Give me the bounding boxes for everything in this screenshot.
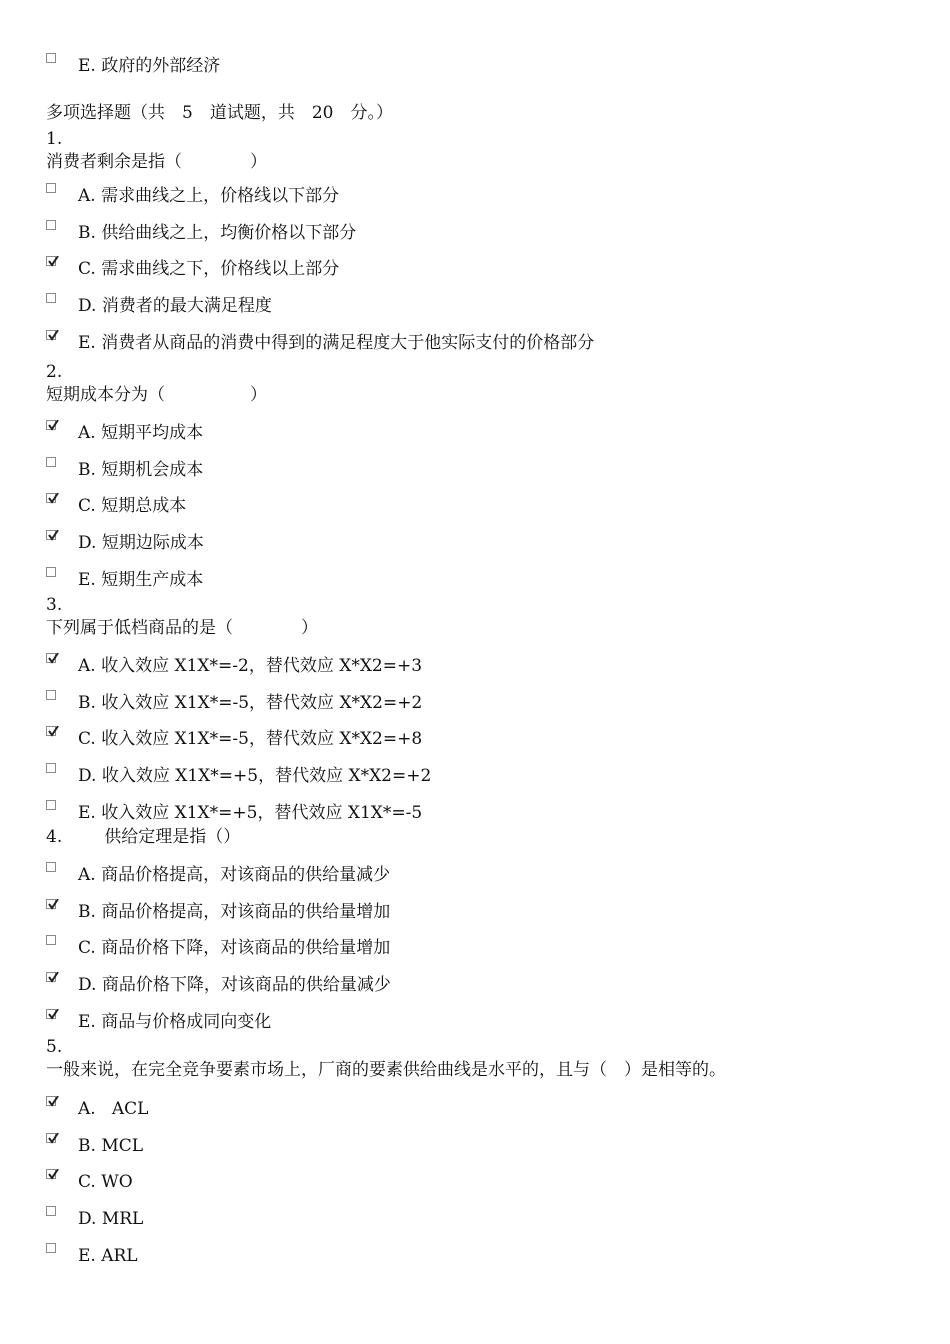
checkbox[interactable] xyxy=(46,530,56,540)
option-letter: A. xyxy=(78,656,96,676)
question-number: 5. xyxy=(46,1037,63,1057)
checkbox[interactable] xyxy=(46,1206,56,1216)
checkbox[interactable] xyxy=(46,935,56,945)
option-letter: B. xyxy=(78,1135,96,1156)
option-text: 收入效应 X1X*=-5，替代效应 X*X2=+8 xyxy=(101,729,423,750)
option-text: 商品价格提高，对该商品的供给量增加 xyxy=(101,901,391,922)
option-text: 需求曲线之上，价格线以下部分 xyxy=(101,186,340,206)
section-title: 多项选择题（共 5 道试题，共 20 分。） xyxy=(46,103,393,123)
checkbox[interactable] xyxy=(46,493,56,503)
checkbox[interactable] xyxy=(46,1169,56,1179)
checkbox[interactable] xyxy=(46,763,56,773)
checkbox[interactable] xyxy=(46,220,56,230)
checkbox[interactable] xyxy=(46,1096,56,1106)
checkbox[interactable] xyxy=(46,1009,56,1019)
checkbox[interactable] xyxy=(46,899,56,909)
option-text: 消费者从商品的消费中得到的满足程度大于他实际支付的价格部分 xyxy=(101,332,595,353)
option-letter: D. xyxy=(78,1209,97,1230)
question-stem: 消费者剩余是指（ ） xyxy=(46,152,267,172)
option-text: 短期总成本 xyxy=(101,496,187,517)
option-text: 收入效应 X1X*=-2，替代效应 X*X2=+3 xyxy=(101,656,423,676)
option-text: ARL xyxy=(101,1245,138,1266)
option-text: 商品价格下降，对该商品的供给量增加 xyxy=(101,938,391,959)
checkbox[interactable] xyxy=(46,1133,56,1143)
option-letter: B. xyxy=(78,901,96,922)
option-text: 短期平均成本 xyxy=(101,423,204,443)
checkbox[interactable] xyxy=(46,862,56,872)
question-stem: 一般来说，在完全竞争要素市场上，厂商的要素供给曲线是水平的，且与（ ）是相等的。 xyxy=(46,1060,726,1080)
question-number: 1. xyxy=(46,129,63,149)
option-letter: C. xyxy=(78,729,96,750)
option-letter: B. xyxy=(78,459,96,480)
checkbox[interactable] xyxy=(46,183,56,193)
option-letter: D. xyxy=(78,296,97,317)
checkbox[interactable] xyxy=(46,256,56,266)
option-text: 商品价格下降，对该商品的供给量减少 xyxy=(101,975,391,996)
option-text: 短期机会成本 xyxy=(101,459,204,480)
checkbox[interactable] xyxy=(46,420,56,430)
option-text: 收入效应 X1X*=-5，替代效应 X*X2=+2 xyxy=(101,692,423,713)
option-text: 收入效应 X1X*=+5，替代效应 X*X2=+2 xyxy=(101,766,432,787)
checkbox[interactable] xyxy=(46,330,56,340)
question-stem: 短期成本分为（ ） xyxy=(46,385,267,405)
option-text: 商品与价格成同向变化 xyxy=(101,1011,272,1032)
option-text: 收入效应 X1X*=+5，替代效应 X1X*=-5 xyxy=(101,802,423,823)
option-text: 需求曲线之下，价格线以上部分 xyxy=(101,259,340,280)
option-text: 政府的外部经济 xyxy=(101,56,221,76)
option-text: 消费者的最大满足程度 xyxy=(101,296,272,317)
question-stem: 供给定理是指（） xyxy=(104,827,241,847)
option-letter: D. xyxy=(78,975,97,996)
checkbox[interactable] xyxy=(46,726,56,736)
option-letter: E. xyxy=(78,332,96,353)
question-number: 2. xyxy=(46,362,63,382)
checkbox[interactable] xyxy=(46,690,56,700)
option-letter: E. xyxy=(78,1011,96,1032)
option-letter: B. xyxy=(78,222,96,243)
option-text: 短期生产成本 xyxy=(101,569,204,590)
checkbox[interactable] xyxy=(46,972,56,982)
option-text: 供给曲线之上，均衡价格以下部分 xyxy=(101,222,357,243)
checkbox[interactable] xyxy=(46,800,56,810)
question-stem: 下列属于低档商品的是（ ） xyxy=(46,618,318,638)
option-letter: C. xyxy=(78,938,96,959)
option-letter: C. xyxy=(78,1172,96,1193)
option-letter: E. xyxy=(78,569,96,590)
option-text: 商品价格提高，对该商品的供给量减少 xyxy=(101,865,391,885)
option-letter: A. xyxy=(78,865,96,885)
option-letter: D. xyxy=(78,766,97,787)
question-number: 3. xyxy=(46,595,63,615)
checkbox[interactable] xyxy=(46,1243,56,1253)
checkbox[interactable] xyxy=(46,653,56,663)
option-text: MRL xyxy=(101,1209,144,1230)
option-letter: A. xyxy=(78,1099,96,1119)
option-letter: C. xyxy=(78,496,96,517)
option-letter: C. xyxy=(78,259,96,280)
option-text: ACL xyxy=(101,1099,149,1119)
option-letter: B. xyxy=(78,692,96,713)
option-text: 短期边际成本 xyxy=(101,533,204,554)
checkbox[interactable] xyxy=(46,53,56,63)
option-letter: E. xyxy=(78,56,96,76)
option-letter: A. xyxy=(78,423,96,443)
checkbox[interactable] xyxy=(46,567,56,577)
option-letter: E. xyxy=(78,1245,96,1266)
option-letter: E. xyxy=(78,802,96,823)
option-letter: A. xyxy=(78,186,96,206)
checkbox[interactable] xyxy=(46,457,56,467)
option-text: WO xyxy=(101,1172,133,1193)
option-letter: D. xyxy=(78,533,97,554)
checkbox[interactable] xyxy=(46,293,56,303)
question-number xyxy=(46,827,240,847)
option-text: MCL xyxy=(101,1135,144,1156)
question-number-text: 4. xyxy=(46,827,63,847)
